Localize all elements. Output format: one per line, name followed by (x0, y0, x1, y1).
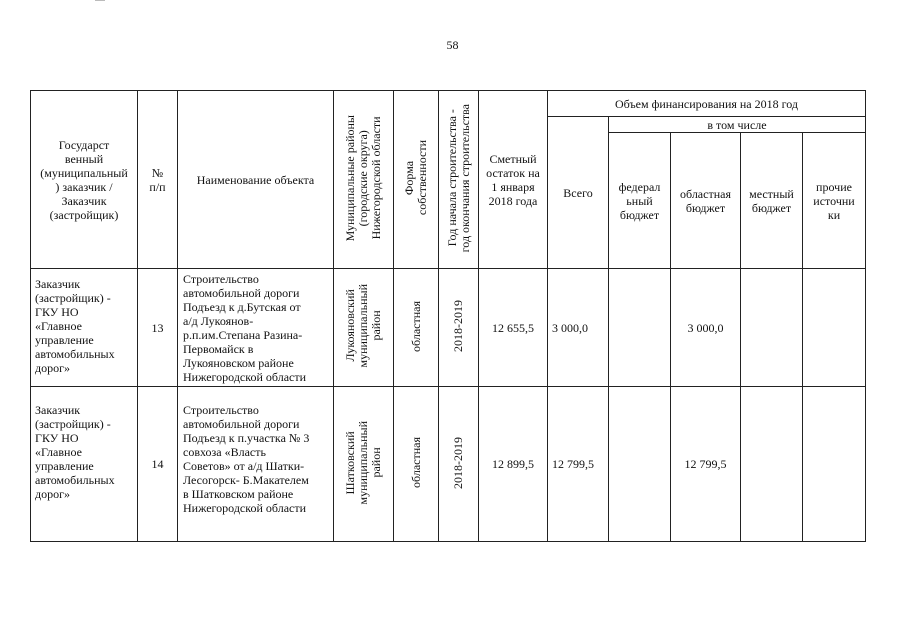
row-ownership (394, 269, 439, 387)
row-years-text: 2018-2019 (451, 300, 465, 352)
row-years (439, 269, 479, 387)
table-row (31, 387, 866, 542)
row-balance: 12 899,5 (479, 387, 548, 542)
row-object-name: Строительство автомобильной дороги Подъезд к п.участка № 3 совхоза «Власть Советов» от а/д Шатки- Лесогорск- Б.Макателем в Шатковском районе Нижегородской области (178, 387, 334, 542)
row-federal (609, 387, 671, 542)
row-customer: Заказчик (застройщик) - ГКУ НО «Главное управление автомобильных дорог» (31, 269, 138, 387)
page-number: 58 (446, 38, 459, 52)
row-ownership-text: областная (408, 437, 423, 488)
row-number: 14 (138, 387, 178, 542)
row-number: 13 (138, 269, 178, 387)
row-total: 3 000,0 (548, 269, 609, 387)
row-federal (609, 269, 671, 387)
header-years (439, 91, 479, 269)
header-customer: Государст венный (муниципальный ) заказчик / Заказчик (застройщик) (31, 91, 138, 269)
row-district (334, 269, 394, 387)
row-customer: Заказчик (застройщик) - ГКУ НО «Главное управление автомобильных дорог» (31, 387, 138, 542)
header-balance: Сметный остаток на 1 января 2018 года (479, 91, 548, 269)
header-years-text: Год начала строительства - год окончания строительства (444, 103, 472, 253)
row-district-text: Лукояновский муниципальный район (343, 284, 383, 368)
header-federal: федерал ьный бюджет (609, 133, 671, 269)
scan-mark (95, 0, 105, 1)
header-number: № п/п (138, 91, 178, 269)
row-years (439, 387, 479, 542)
row-other (803, 387, 866, 542)
header-regional: областная бюджет (671, 133, 741, 269)
row-ownership (394, 387, 439, 542)
row-balance: 12 655,5 (479, 269, 548, 387)
table-row (31, 269, 866, 387)
header-including: в том числе (609, 117, 866, 133)
header-ownership (394, 91, 439, 269)
header-ownership-text: Форма собственности (402, 140, 429, 216)
row-district-text: Шатковский муниципальный район (343, 420, 383, 505)
row-other (803, 269, 866, 387)
row-ownership-text: областная (408, 300, 423, 352)
header-total: Всего (548, 117, 609, 269)
header-object-name: Наименование объекта (178, 91, 334, 269)
row-local (741, 269, 803, 387)
header-districts (334, 91, 394, 269)
row-local (741, 387, 803, 542)
row-total: 12 799,5 (548, 387, 609, 542)
header-local: местный бюджет (741, 133, 803, 269)
header-other: прочие источни ки (803, 133, 866, 269)
financing-table (30, 90, 866, 542)
row-district (334, 387, 394, 542)
header-districts-text: Муниципальные районы (городские округа) Нижегородской области (343, 114, 383, 242)
row-regional: 3 000,0 (671, 269, 741, 387)
row-regional: 12 799,5 (671, 387, 741, 542)
row-years-text: 2018-2019 (451, 436, 465, 489)
header-financing-title: Объем финансирования на 2018 год (548, 91, 866, 117)
row-object-name: Строительство автомобильной дороги Подъезд к д.Бутская от а/д Лукоянов- р.п.им.Степана Разина- Первомайск в Лукояновском районе Нижегородской области (178, 269, 334, 387)
